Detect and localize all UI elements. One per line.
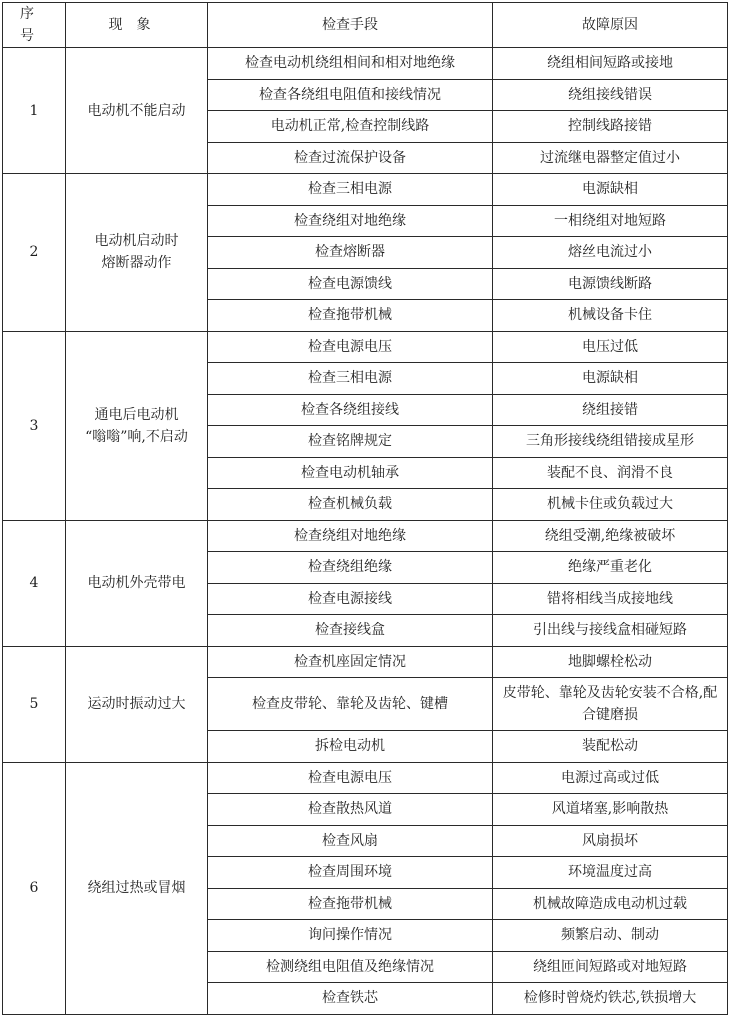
- method-cell: 检查风扇: [208, 825, 493, 857]
- table-row: [3, 520, 728, 552]
- method-cell: 检查过流保护设备: [208, 142, 493, 174]
- row-number: 2: [3, 174, 66, 332]
- symptom-cell: [66, 646, 208, 762]
- method-cell: 检查电源接线: [208, 583, 493, 615]
- row-number: 6: [3, 762, 66, 1014]
- cause-cell: 皮带轮、靠轮及齿轮安装不合格,配合键磨损: [493, 678, 728, 731]
- cause-cell: 三角形接线绕组错接成星形: [493, 426, 728, 458]
- cause-cell: 机械卡住或负载过大: [493, 489, 728, 521]
- cause-cell: 绕组相间短路或接地: [493, 48, 728, 80]
- cause-cell: 电源馈线断路: [493, 268, 728, 300]
- cause-cell: 一相绕组对地短路: [493, 205, 728, 237]
- cause-cell: 绕组匝间短路或对地短路: [493, 951, 728, 983]
- cause-cell: 地脚螺栓松动: [493, 646, 728, 678]
- symptom-cell: [66, 174, 208, 332]
- cause-cell: 错将相线当成接地线: [493, 583, 728, 615]
- method-cell: 检查各绕组电阻值和接线情况: [208, 79, 493, 111]
- method-cell: 检查铭牌规定: [208, 426, 493, 458]
- symptom-line: 电动机外壳带电: [87, 575, 186, 591]
- cause-cell: 过流继电器整定值过小: [493, 142, 728, 174]
- method-cell: 检查绕组对地绝缘: [208, 520, 493, 552]
- method-cell: 检查各绕组接线: [208, 394, 493, 426]
- cause-cell: 风道堵塞,影响散热: [493, 794, 728, 826]
- symptom-cell: [66, 762, 208, 1014]
- cause-cell: 装配松动: [493, 731, 728, 763]
- symptom-cell: [66, 48, 208, 174]
- method-cell: 检查铁芯: [208, 983, 493, 1015]
- row-number: 1: [3, 48, 66, 174]
- symptom-line: 运动时振动过大: [87, 696, 186, 712]
- header-cause: 故障原因: [493, 3, 728, 48]
- cause-cell: 电源缺相: [493, 174, 728, 206]
- header-num: 序号: [3, 3, 66, 48]
- method-cell: 检查电源馈线: [208, 268, 493, 300]
- symptom-line: 绕组过热或冒烟: [87, 880, 186, 896]
- method-cell: 检查绕组绝缘: [208, 552, 493, 584]
- method-cell: 检查三相电源: [208, 174, 493, 206]
- row-number: 3: [3, 331, 66, 520]
- row-number: 4: [3, 520, 66, 646]
- symptom-line: 电动机启动时: [94, 233, 179, 250]
- method-cell: 检查机械负载: [208, 489, 493, 521]
- header-method: 检查手段: [208, 3, 493, 48]
- header-row: [3, 3, 728, 48]
- method-cell: 检测绕组电阻值及绝缘情况: [208, 951, 493, 983]
- cause-cell: 熔丝电流过小: [493, 237, 728, 269]
- cause-cell: 电源缺相: [493, 363, 728, 395]
- table-row: [3, 762, 728, 794]
- method-cell: 检查熔断器: [208, 237, 493, 269]
- table-body: [3, 48, 728, 1015]
- method-cell: 检查皮带轮、靠轮及齿轮、键槽: [208, 678, 493, 731]
- method-cell: 检查电源电压: [208, 331, 493, 363]
- method-cell: 拆检电动机: [208, 731, 493, 763]
- cause-cell: 电压过低: [493, 331, 728, 363]
- cause-cell: 绕组接线错误: [493, 79, 728, 111]
- motor-fault-table: [2, 2, 728, 1015]
- header-symptom: 现象: [66, 3, 208, 48]
- cause-cell: 机械设备卡住: [493, 300, 728, 332]
- symptom-cell: [66, 331, 208, 520]
- method-cell: 检查散热风道: [208, 794, 493, 826]
- cause-cell: 引出线与接线盒相碰短路: [493, 615, 728, 647]
- table-row: [3, 48, 728, 80]
- symptom-cell: [66, 520, 208, 646]
- symptom-line: “嗡嗡”响,不启动: [85, 428, 188, 445]
- cause-cell: 装配不良、润滑不良: [493, 457, 728, 489]
- method-cell: 检查拖带机械: [208, 888, 493, 920]
- method-cell: 检查机座固定情况: [208, 646, 493, 678]
- cause-cell: 绕组受潮,绝缘被破坏: [493, 520, 728, 552]
- method-cell: 检查电源电压: [208, 762, 493, 794]
- table-row: [3, 331, 728, 363]
- cause-cell: 绕组接错: [493, 394, 728, 426]
- cause-cell: 控制线路接错: [493, 111, 728, 143]
- cause-cell: 环境温度过高: [493, 857, 728, 889]
- cause-cell: 检修时曾烧灼铁芯,铁损增大: [493, 983, 728, 1015]
- cause-cell: 频繁启动、制动: [493, 920, 728, 952]
- method-cell: 检查三相电源: [208, 363, 493, 395]
- symptom-line: 通电后电动机: [94, 406, 179, 423]
- method-cell: 检查电动机轴承: [208, 457, 493, 489]
- method-cell: 检查周围环境: [208, 857, 493, 889]
- method-cell: 询问操作情况: [208, 920, 493, 952]
- method-cell: 检查拖带机械: [208, 300, 493, 332]
- cause-cell: 风扇损坏: [493, 825, 728, 857]
- symptom-line: 熔断器动作: [101, 255, 172, 272]
- cause-cell: 绝缘严重老化: [493, 552, 728, 584]
- symptom-line: 电动机不能启动: [87, 102, 186, 119]
- table-row: [3, 646, 728, 678]
- method-cell: 电动机正常,检查控制线路: [208, 111, 493, 143]
- method-cell: 检查电动机绕组相间和相对地绝缘: [208, 48, 493, 80]
- method-cell: 检查绕组对地绝缘: [208, 205, 493, 237]
- method-cell: 检查接线盒: [208, 615, 493, 647]
- table-row: [3, 174, 728, 206]
- cause-cell: 电源过高或过低: [493, 762, 728, 794]
- row-number: 5: [3, 646, 66, 762]
- cause-cell: 机械故障造成电动机过载: [493, 888, 728, 920]
